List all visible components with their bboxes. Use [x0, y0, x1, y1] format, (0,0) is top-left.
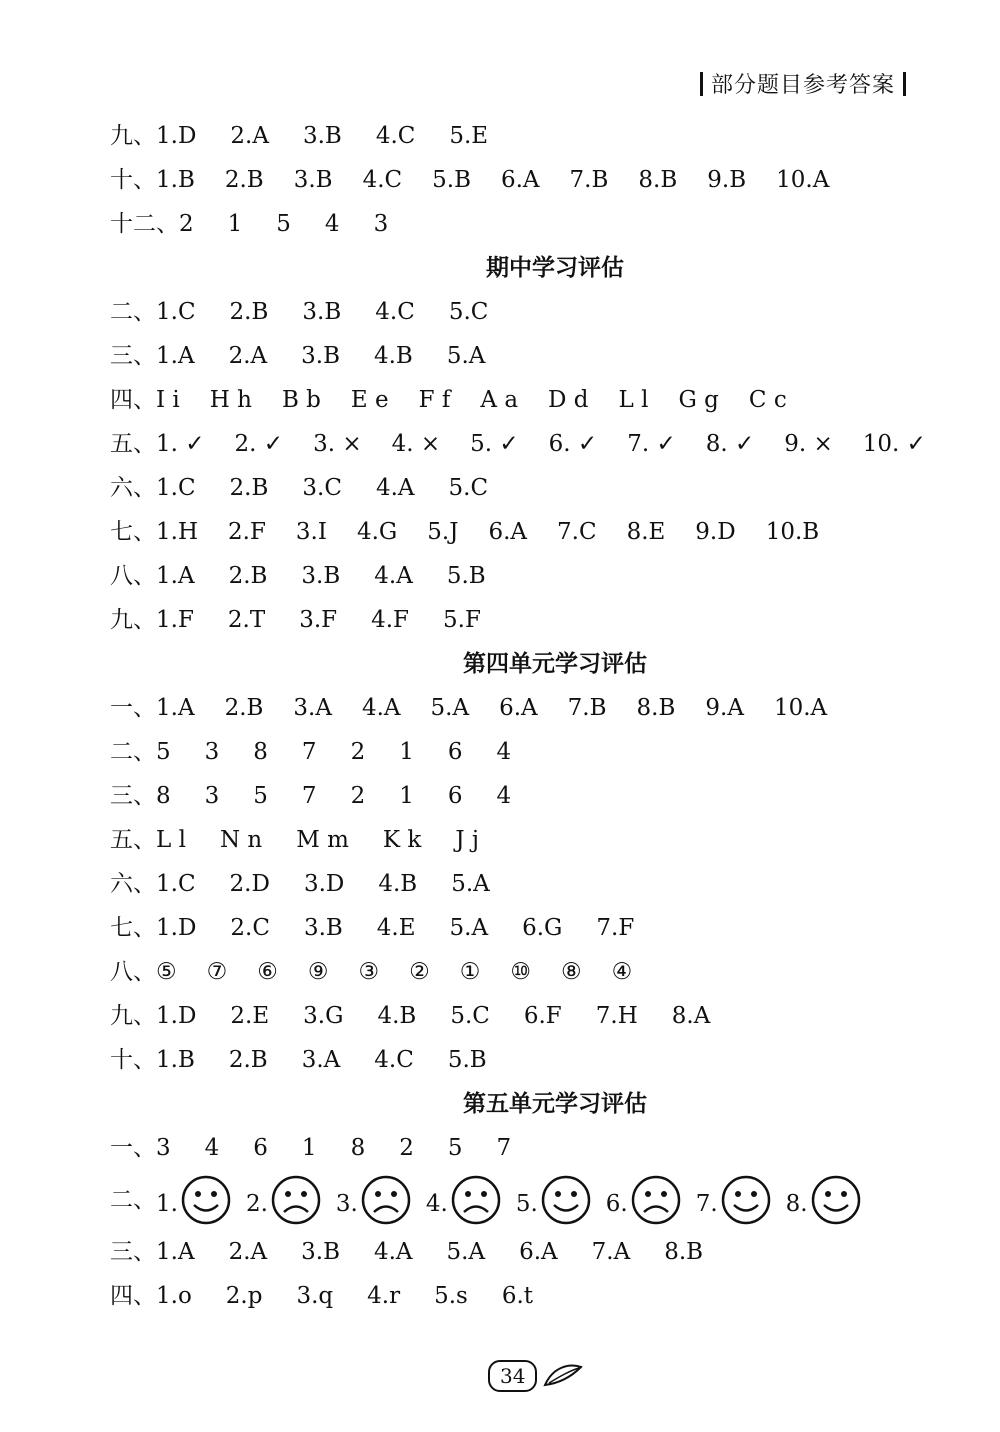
answer-item: 1.D — [156, 915, 197, 941]
answer-item: 3.A — [301, 1047, 341, 1073]
question-number: 三、 — [110, 343, 156, 369]
question-number: 八、 — [110, 959, 156, 985]
question-number: 十二、 — [110, 211, 179, 237]
answer-item: 5.A — [449, 915, 489, 941]
answer-item: ⑦ — [206, 959, 228, 985]
answer-item: M m — [296, 827, 349, 853]
answer-item: 3 — [204, 739, 220, 765]
answer-item: ⑨ — [307, 959, 329, 985]
answer-item: 1.C — [156, 871, 196, 897]
answer-item: 3.A — [293, 695, 332, 721]
answer-item: 8.B — [664, 1239, 704, 1265]
answer-row — [110, 158, 930, 202]
question-number: 十、 — [110, 1047, 156, 1073]
answer-item: 4.E — [376, 915, 416, 941]
answer-item: 6. ✓ — [548, 431, 598, 457]
answer-item: 4.B — [373, 343, 413, 369]
answer-item: 7 — [301, 739, 317, 765]
page-header — [700, 68, 906, 99]
smiley-answer — [156, 1174, 232, 1226]
answer-item: 5.C — [448, 475, 489, 501]
section-heading: 期中学习评估 — [486, 255, 624, 281]
answer-item: 5.B — [432, 167, 471, 193]
answer-item: 5.A — [446, 1239, 486, 1265]
answer-item: 10.A — [773, 695, 828, 721]
answer-item: 1.C — [156, 475, 196, 501]
sad-face-icon — [450, 1174, 502, 1226]
answer-item: 2.D — [229, 871, 270, 897]
answer-item: 4.r — [367, 1283, 401, 1309]
answer-item: 5.A — [430, 695, 470, 721]
smiley-label: 4. — [425, 1191, 448, 1217]
answer-item: 2.C — [230, 915, 270, 941]
answer-item: 1 — [227, 211, 243, 237]
question-number: 九、 — [110, 1003, 156, 1029]
sad-face-icon — [270, 1174, 322, 1226]
question-number: 六、 — [110, 475, 156, 501]
answer-row — [110, 818, 930, 862]
answer-item: 1.D — [156, 123, 197, 149]
answer-item: F f — [418, 387, 451, 413]
answer-row — [110, 1038, 930, 1082]
answer-item: 5.E — [449, 123, 489, 149]
answer-item: 6.t — [501, 1283, 534, 1309]
answer-row — [110, 510, 930, 554]
answer-item: 5.C — [448, 299, 489, 325]
answer-item: 10.A — [776, 167, 830, 193]
answer-item: ⑥ — [257, 959, 278, 985]
answer-item: 6.A — [499, 695, 538, 721]
answer-item: 6 — [447, 783, 463, 809]
answer-item: 3.B — [301, 343, 340, 369]
smiley-answer — [606, 1174, 682, 1226]
answer-item: 1. ✓ — [156, 431, 205, 457]
answer-item: 10. ✓ — [862, 431, 926, 457]
answer-item: 1.A — [156, 1239, 195, 1265]
answer-row — [110, 1126, 930, 1170]
answer-item: 6.A — [488, 519, 528, 545]
answer-item: 1.A — [156, 343, 195, 369]
answer-item: 7. ✓ — [627, 431, 676, 457]
answer-row — [110, 774, 930, 818]
answer-item: 2.B — [229, 475, 269, 501]
answer-item: 4 — [324, 211, 340, 237]
answer-item: 4.F — [371, 607, 410, 633]
answer-item: 6.A — [500, 167, 540, 193]
answer-item: 4.A — [374, 563, 413, 589]
answer-item: 2.B — [228, 563, 268, 589]
answer-item: 8. ✓ — [705, 431, 755, 457]
answer-item: 4.G — [356, 519, 398, 545]
answer-item: 4 — [496, 739, 512, 765]
answer-item: 3.B — [302, 123, 342, 149]
answer-item: 2.A — [230, 123, 269, 149]
sad-face-icon — [360, 1174, 412, 1226]
answer-item: 7.C — [557, 519, 597, 545]
question-number: 二、 — [110, 739, 156, 765]
question-number: 一、 — [110, 695, 156, 721]
answer-row — [110, 202, 930, 246]
answer-row — [110, 686, 930, 730]
answer-item: 1.B — [156, 167, 195, 193]
answer-item: 7 — [496, 1135, 512, 1161]
answer-item: N n — [219, 827, 263, 853]
header-right-bar — [903, 72, 906, 96]
answer-item: 7 — [301, 783, 317, 809]
answer-item: 2 — [350, 739, 366, 765]
answer-item: ② — [409, 959, 430, 985]
sad-face-icon — [630, 1174, 682, 1226]
answer-item: ① — [459, 959, 481, 985]
answer-row — [110, 334, 930, 378]
answer-item: 1.F — [156, 607, 194, 633]
question-number: 七、 — [110, 519, 156, 545]
answer-item: 4.A — [375, 475, 415, 501]
answer-item: 2. ✓ — [234, 431, 284, 457]
answer-row — [110, 950, 930, 994]
question-number: 五、 — [110, 827, 156, 853]
answer-item: 5.A — [451, 871, 490, 897]
page-footer — [488, 1360, 585, 1392]
answer-item: 2.B — [224, 167, 264, 193]
answer-item: 3.B — [301, 1239, 340, 1265]
question-number: 十、 — [110, 167, 156, 193]
answer-item: 5.A — [446, 343, 486, 369]
answer-item: K k — [382, 827, 422, 853]
answer-item: 5.B — [446, 563, 486, 589]
answer-item: 5. ✓ — [470, 431, 519, 457]
answer-item: D d — [548, 387, 589, 413]
answer-item: 2.A — [228, 343, 268, 369]
smiley-answer — [246, 1174, 322, 1226]
section-heading: 第五单元学习评估 — [463, 1091, 647, 1117]
happy-face-icon — [180, 1174, 232, 1226]
question-number: 六、 — [110, 871, 156, 897]
smiley-answer — [426, 1174, 502, 1226]
leaf-decoration-icon — [541, 1361, 585, 1391]
answer-item: 8 — [156, 783, 171, 809]
answer-item: 2.p — [225, 1283, 263, 1309]
answer-item: 3 — [204, 783, 220, 809]
question-number: 一、 — [110, 1135, 156, 1161]
answer-item: 7.A — [591, 1239, 631, 1265]
answer-item: 1.D — [156, 1003, 197, 1029]
answer-item: 4.B — [377, 1003, 417, 1029]
answer-item: 3. × — [313, 431, 362, 457]
answer-item: ⑤ — [156, 959, 177, 985]
answer-item: 3.B — [301, 563, 341, 589]
question-number: 四、 — [110, 387, 156, 413]
answer-item: ⑧ — [561, 959, 582, 985]
answer-item: 1.B — [156, 1047, 195, 1073]
smiley-answer — [786, 1174, 862, 1226]
answer-item: 2.B — [229, 299, 269, 325]
answer-item: 5 — [276, 211, 291, 237]
answer-item: 1.o — [156, 1283, 192, 1309]
answer-item: 7.B — [567, 695, 607, 721]
answer-item: 9.B — [707, 167, 747, 193]
answer-row — [110, 378, 930, 422]
answer-item: ④ — [611, 959, 633, 985]
answer-item: 8.B — [638, 167, 678, 193]
smiley-answer — [696, 1174, 772, 1226]
answer-item: 4.A — [361, 695, 401, 721]
happy-face-icon — [720, 1174, 772, 1226]
answer-item: 6.F — [523, 1003, 562, 1029]
answer-row — [110, 422, 930, 466]
answer-item: 3.F — [299, 607, 338, 633]
answer-item: 3.B — [302, 299, 342, 325]
answer-item: 6 — [253, 1135, 268, 1161]
happy-face-icon — [540, 1174, 592, 1226]
header-left-bar — [700, 72, 703, 96]
answer-row — [110, 598, 930, 642]
answer-item: 8.B — [636, 695, 676, 721]
answer-item: 2.B — [228, 1047, 268, 1073]
answer-item: 4.C — [375, 299, 415, 325]
answer-item: 3 — [156, 1135, 171, 1161]
answer-item: 7.F — [596, 915, 635, 941]
answer-row — [110, 1274, 930, 1318]
answer-item: 4 — [204, 1135, 220, 1161]
question-number: 九、 — [110, 607, 156, 633]
answer-item: 3.q — [296, 1283, 334, 1309]
answer-item: 1.C — [156, 299, 196, 325]
smiley-label: 3. — [335, 1191, 358, 1217]
answer-row — [110, 114, 930, 158]
answer-item: 8.A — [671, 1003, 711, 1029]
answer-list — [110, 114, 930, 1318]
answer-item: 2.T — [227, 607, 266, 633]
answer-row — [110, 1230, 930, 1274]
happy-face-icon — [810, 1174, 862, 1226]
smiley-answer — [516, 1174, 592, 1226]
answer-item: 4.A — [373, 1239, 413, 1265]
smiley-label: 8. — [785, 1191, 808, 1217]
answer-item: 2 — [179, 211, 194, 237]
question-number: 九、 — [110, 123, 156, 149]
question-number: 三、 — [110, 783, 156, 809]
answer-item: 4.C — [374, 1047, 414, 1073]
answer-item: ③ — [358, 959, 380, 985]
answer-row — [110, 290, 930, 334]
answer-item: 5.s — [434, 1283, 468, 1309]
answer-row — [110, 730, 930, 774]
question-number: 七、 — [110, 915, 156, 941]
answer-item: 1.H — [156, 519, 199, 545]
answer-row — [110, 862, 930, 906]
answer-item: 4. × — [391, 431, 441, 457]
answer-item: 9.A — [705, 695, 744, 721]
answer-item: L l — [156, 827, 186, 853]
answer-item: J j — [455, 827, 479, 853]
answer-row — [110, 994, 930, 1038]
section-heading: 第四单元学习评估 — [463, 651, 647, 677]
question-number: 三、 — [110, 1239, 156, 1265]
answer-item: 2 — [399, 1135, 414, 1161]
answer-item: 3.I — [295, 519, 327, 545]
answer-item: G g — [678, 387, 719, 413]
smiley-answer — [336, 1174, 412, 1226]
answer-item: 5.C — [450, 1003, 490, 1029]
answer-item: 1 — [399, 783, 414, 809]
answer-item: 2.E — [230, 1003, 270, 1029]
answer-item: E e — [350, 387, 389, 413]
question-number: 二、 — [110, 1187, 156, 1213]
answer-item: 1 — [301, 1135, 317, 1161]
answer-item: 5 — [156, 739, 171, 765]
answer-row — [110, 466, 930, 510]
answer-item: L l — [618, 387, 649, 413]
header-title: 部分题目参考答案 — [711, 73, 896, 98]
answer-item: 3.B — [293, 167, 333, 193]
answer-item: 2 — [350, 783, 366, 809]
answer-item: 5 — [253, 783, 268, 809]
answer-item: 4.C — [362, 167, 403, 193]
answer-row — [110, 906, 930, 950]
answer-item: 7.B — [569, 167, 609, 193]
smiley-label: 7. — [695, 1191, 718, 1217]
answer-item: 9.D — [695, 519, 736, 545]
answer-item: 6 — [447, 739, 463, 765]
answer-item: 8 — [350, 1135, 366, 1161]
answer-item: 1.A — [156, 695, 195, 721]
answer-item: H h — [209, 387, 252, 413]
answer-row — [110, 1170, 930, 1230]
answer-item: 8 — [253, 739, 268, 765]
answer-item: I i — [156, 387, 180, 413]
answer-item: 1.A — [156, 563, 195, 589]
answer-item: 5.F — [443, 607, 481, 633]
answer-item: 4.C — [375, 123, 416, 149]
answer-item: 7.H — [595, 1003, 638, 1029]
answer-item: 3.B — [303, 915, 343, 941]
smiley-label: 6. — [605, 1191, 628, 1217]
answer-item: B b — [281, 387, 321, 413]
answer-item: 3.C — [302, 475, 342, 501]
answer-item: ⑩ — [510, 959, 531, 985]
answer-item: 3.G — [303, 1003, 344, 1029]
answer-item: 5 — [447, 1135, 463, 1161]
answer-item: 4 — [496, 783, 512, 809]
question-number: 四、 — [110, 1283, 156, 1309]
answer-item: 6.A — [519, 1239, 558, 1265]
answer-item: 10.B — [765, 519, 820, 545]
answer-item: 1 — [399, 739, 414, 765]
answer-row — [110, 554, 930, 598]
answer-item: C c — [748, 387, 787, 413]
smiley-label: 1. — [156, 1191, 178, 1217]
answer-item: 5.J — [427, 519, 459, 545]
answer-item: 4.B — [378, 871, 418, 897]
answer-item: 8.E — [626, 519, 666, 545]
answer-item: 3.D — [303, 871, 345, 897]
answer-item: 5.B — [447, 1047, 487, 1073]
question-number: 八、 — [110, 563, 156, 589]
smiley-label: 5. — [515, 1191, 538, 1217]
question-number: 二、 — [110, 299, 156, 325]
page-number: 34 — [488, 1360, 537, 1392]
answer-item: 2.F — [228, 519, 266, 545]
answer-item: 2.A — [228, 1239, 268, 1265]
smiley-label: 2. — [245, 1191, 268, 1217]
answer-item: A a — [480, 387, 519, 413]
question-number: 五、 — [110, 431, 156, 457]
answer-item: 9. × — [784, 431, 833, 457]
answer-item: 6.G — [522, 915, 563, 941]
answer-item: 2.B — [224, 695, 264, 721]
answer-item: 3 — [373, 211, 389, 237]
